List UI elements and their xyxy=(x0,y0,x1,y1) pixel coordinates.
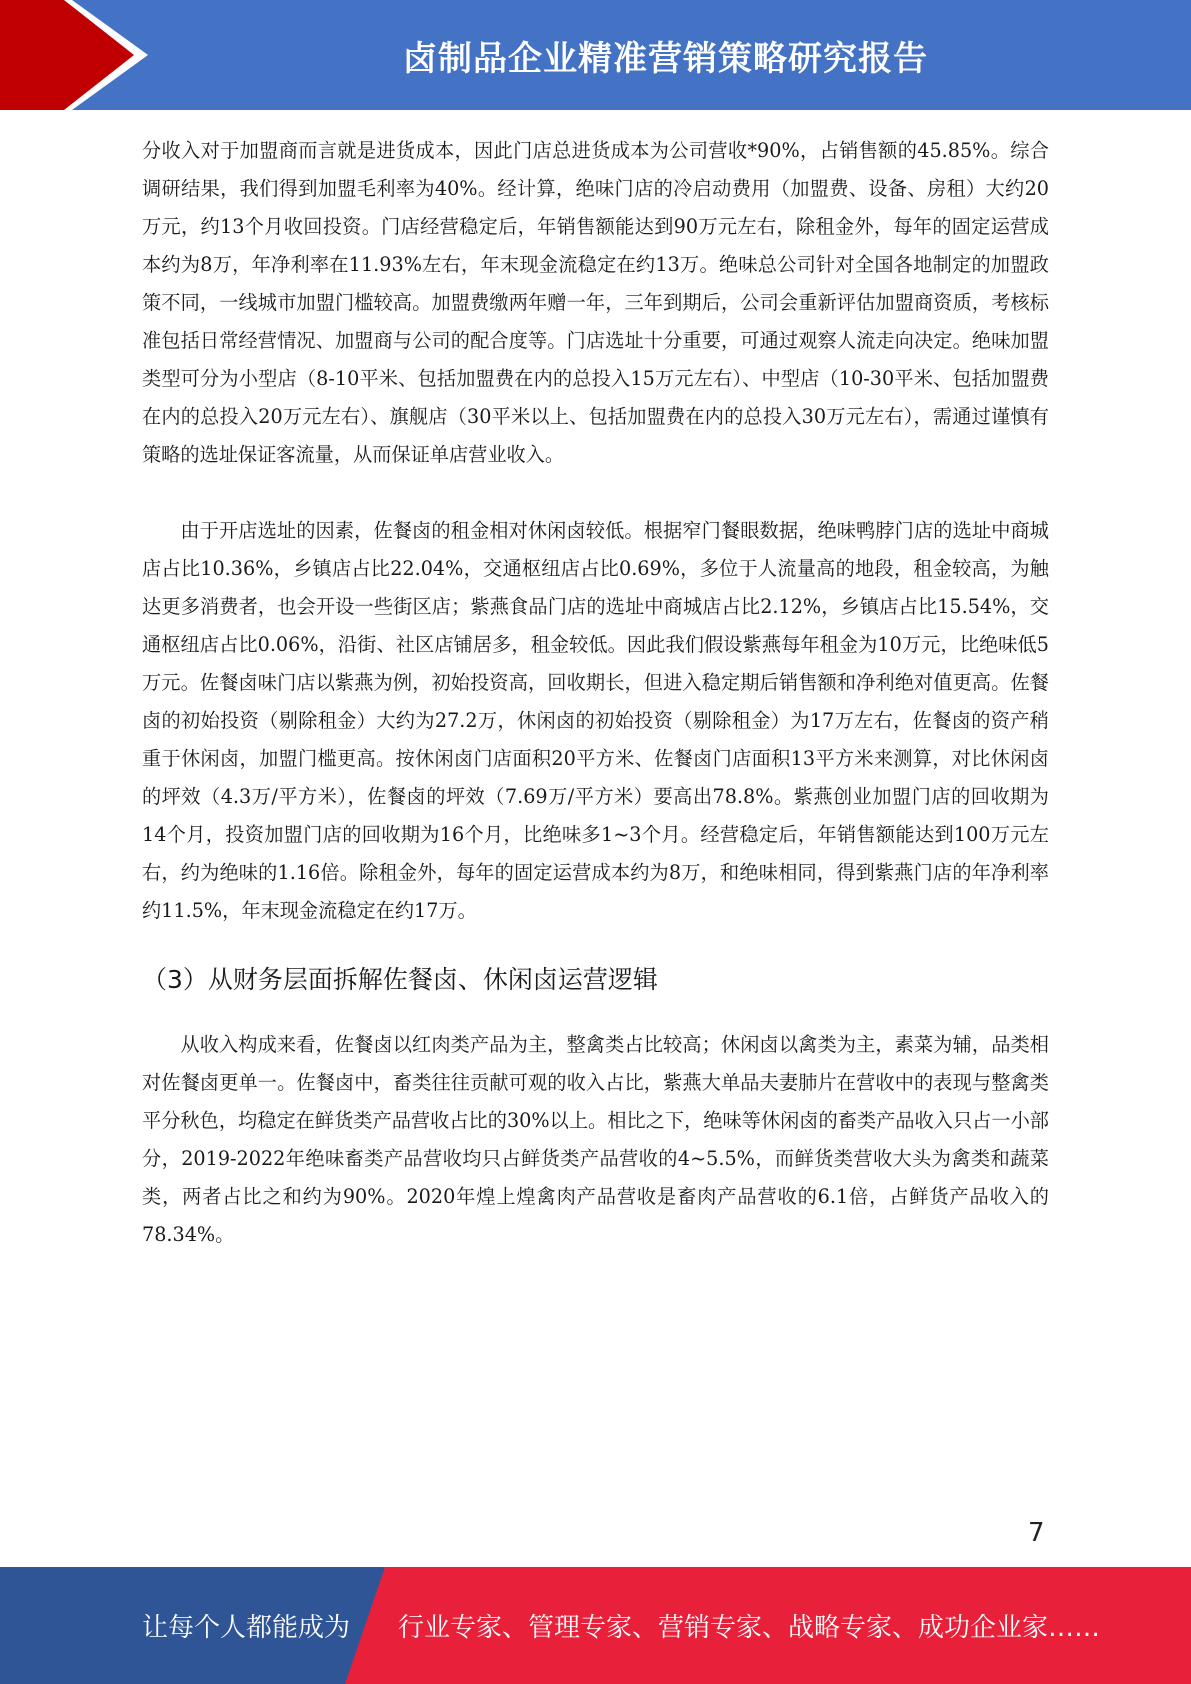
page-footer xyxy=(0,1567,1191,1684)
main-content xyxy=(142,132,1049,1254)
section-heading: （3）从财务层面拆解佐餐卤、休闲卤运营逻辑 xyxy=(142,965,658,994)
paragraph-3: 从收入构成来看，佐餐卤以红肉类产品为主，整禽类占比较高；休闲卤以禽类为主，素菜为辅，品类相对佐餐卤更单一。佐餐卤中，畜类往往贡献可观的收入占比，紫燕大单品夫妻肺片在营收中的表现与整禽类平分秋色，均稳定在鲜货类产品营收占比的30%以上。相比之下，绝味等休闲卤的畜类产品收入只占一小部分，2019-2022年绝味畜类产品营收均只占鲜货类产品营收的4~5.5%，而鲜货类营收大头为禽类和蔬菜类，两者占比之和约为90%。2020年煌上煌禽肉产品营收是畜肉产品营收的6.1倍，占鲜货产品收入的78.34%。 xyxy=(142,1033,1049,1246)
footer-slogan-left: 让每个人都能成为 xyxy=(142,1613,351,1643)
page-header xyxy=(0,0,1191,110)
paragraph-1: 分收入对于加盟商而言就是进货成本，因此门店总进货成本为公司营收*90%，占销售额的45.85%。综合调研结果，我们得到加盟毛利率为40%。经计算，绝味门店的冷启动费用（加盟费、设备、房租）大约20万元，约13个月收回投资。门店经营稳定后，年销售额能达到90万元左右，除租金外，每年的固定运营成本约为8万，年净利率在11.93%左右，年末现金流稳定在约13万。绝味总公司针对全国各地制定的加盟政策不同，一线城市加盟门槛较高。加盟费缴两年赠一年，三年到期后，公司会重新评估加盟商资质，考核标准包括日常经营情况、加盟商与公司的配合度等。门店选址十分重要，可通过观察人流走向决定。绝味加盟类型可分为小型店（8-10平米、包括加盟费在内的总投入15万元左右）、中型店（10-30平米、包括加盟费在内的总投入20万元左右）、旗舰店（30平米以上、包括加盟费在内的总投入30万元左右），需通过谨慎有策略的选址保证客流量，从而保证单店营业收入。 xyxy=(142,139,1049,466)
footer-slogan-right: 行业专家、管理专家、营销专家、战略专家、成功企业家…… xyxy=(398,1613,1101,1643)
paragraph-2: 由于开店选址的因素，佐餐卤的租金相对休闲卤较低。根据窄门餐眼数据，绝味鸭脖门店的选址中商城店占比10.36%，乡镇店占比22.04%，交通枢纽店占比0.69%，多位于人流量高的地段，租金较高，为触达更多消费者，也会开设一些街区店；紫燕食品门店的选址中商城店占比2.12%，乡镇店占比15.54%，交通枢纽店占比0.06%，沿街、社区店铺居多，租金较低。因此我们假设紫燕每年租金为10万元，比绝味低5万元。佐餐卤味门店以紫燕为例，初始投资高，回收期长，但进入稳定期后销售额和净利绝对值更高。佐餐卤的初始投资（剔除租金）大约为27.2万，休闲卤的初始投资（剔除租金）为17万左右，佐餐卤的资产稍重于休闲卤，加盟门槛更高。按休闲卤门店面积20平方米、佐餐卤门店面积13平方米来测算，对比休闲卤的坪效（4.3万/平方米），佐餐卤的坪效（7.69万/平方米）要高出78.8%。紫燕创业加盟门店的回收期为14个月，投资加盟门店的回收期为16个月，比绝味多1~3个月。经营稳定后，年销售额能达到100万元左右，约为绝味的1.16倍。除租金外，每年的固定运营成本约为8万，和绝味相同，得到紫燕门店的年净利率约11.5%，年末现金流稳定在约17万。 xyxy=(142,519,1049,922)
report-title: 卤制品企业精准营销策略研究报告 xyxy=(403,38,928,79)
page-number: 7 xyxy=(1028,1518,1045,1548)
